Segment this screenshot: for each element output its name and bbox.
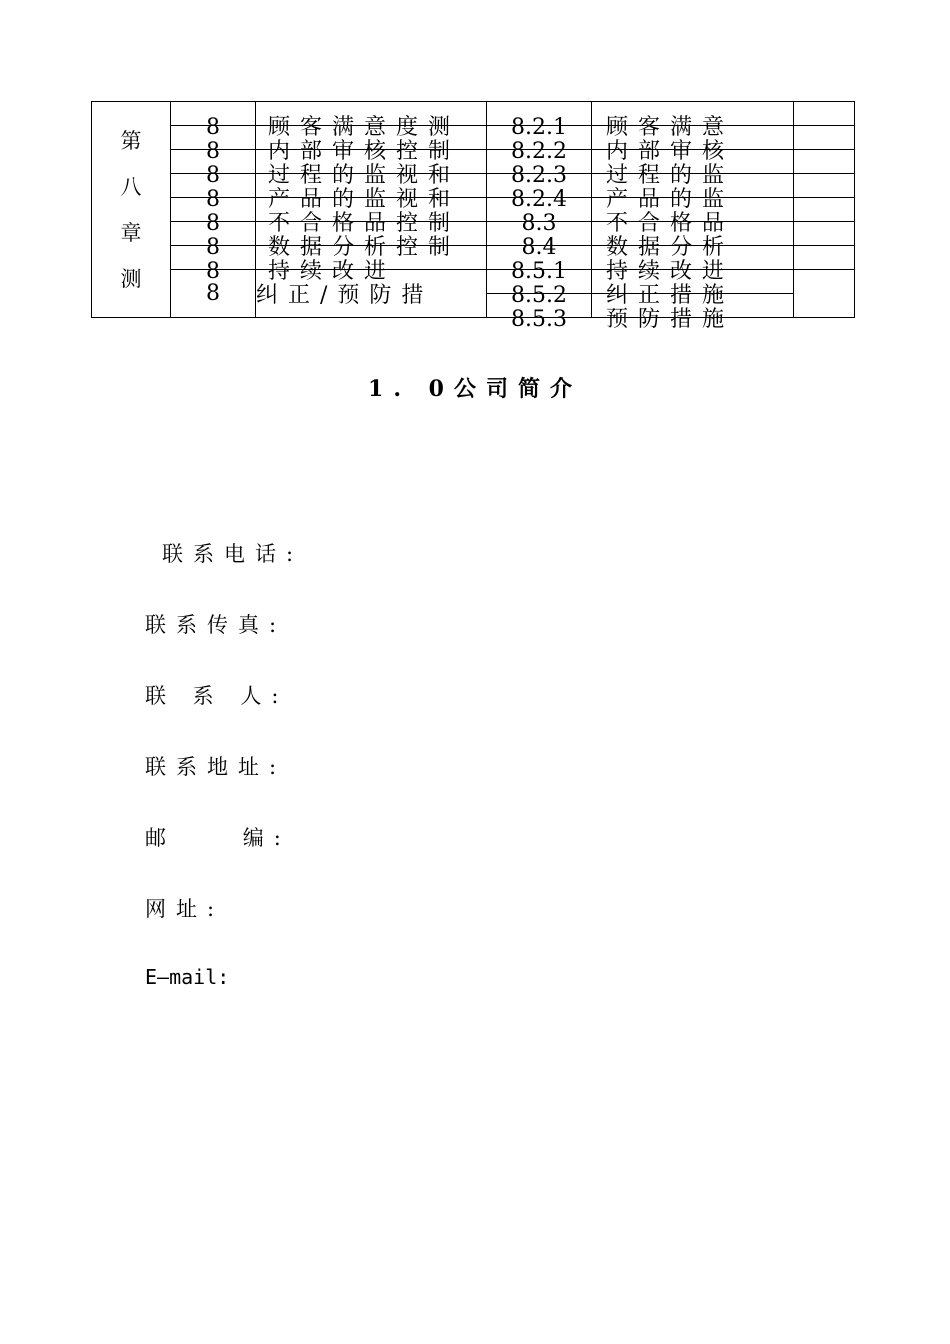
toc-page-cell (794, 150, 855, 174)
toc-row-num: 8 (206, 139, 220, 164)
toc-row-subtext: 内部审核 (606, 139, 735, 164)
toc-row-subtext: 数据分析 (606, 235, 735, 260)
toc-row-sub: 8.2.3 (511, 163, 567, 188)
toc-row-text: 不合格品控制 (268, 211, 461, 236)
toc-row-num: 8 (206, 235, 220, 260)
toc-row-subtext: 过程的监 (606, 163, 735, 188)
toc-row-num: 8 (206, 259, 220, 284)
toc-row-text: 内部审核控制 (268, 139, 461, 164)
toc-row-text: 顾客满意度测 (268, 115, 461, 140)
toc-table (91, 101, 855, 332)
website-label: 网址: (145, 897, 225, 921)
toc-row-num: 8 (206, 163, 220, 188)
toc-page-cell (794, 270, 855, 318)
toc-row-sub: 8.4 (521, 235, 557, 260)
toc-row-subtext: 纠正措施 (606, 283, 735, 308)
toc-row-text: 过程的监视和 (268, 163, 461, 188)
toc-row-subtext: 预防措施 (606, 307, 735, 332)
toc-page-cell (794, 102, 855, 126)
chapter-char: 章 (120, 220, 142, 245)
toc-page-cell (794, 126, 855, 150)
contact-fax-label: 联系传真: (145, 613, 287, 637)
toc-page-cell (794, 198, 855, 222)
toc-row-text: 数据分析控制 (268, 235, 461, 260)
toc-row-text: 产品的监视和 (268, 187, 461, 212)
chapter-cell (92, 102, 171, 318)
chapter-char: 第 (120, 128, 142, 153)
contact-phone-label: 联系电话: (162, 542, 304, 566)
toc-row-subtext: 不合格品 (606, 211, 735, 236)
chapter-char: 测 (120, 266, 142, 291)
toc-row-sub: 8.5.2 (511, 283, 567, 308)
toc-last-num: 8 (171, 270, 256, 318)
postcode-label: 邮 编: (145, 826, 291, 850)
toc-row-sub: 8.5.1 (511, 259, 567, 284)
section-title: 1. 0公司简介 (368, 376, 582, 402)
toc-page-cell (794, 246, 855, 270)
toc-row-num: 8 (206, 211, 220, 236)
email-label: E—mail: (145, 965, 230, 989)
toc-row-text: 持续改进 (268, 259, 397, 284)
contact-person-label: 联 系 人: (145, 684, 289, 708)
toc-last-text: 纠正/预防措 (256, 270, 487, 318)
toc-row-num: 8 (206, 115, 220, 140)
toc-page-cell (794, 174, 855, 198)
toc-row-sub: 8.2.2 (511, 139, 567, 164)
toc-row-sub: 8.2.1 (511, 115, 567, 140)
toc-page-cell (794, 222, 855, 246)
toc-row-num: 8 (206, 187, 220, 212)
toc-row-subtext: 顾客满意 (606, 115, 735, 140)
chapter-char: 八 (120, 174, 142, 199)
toc-row-sub: 8.3 (521, 211, 557, 236)
contact-address-label: 联系地址: (145, 755, 287, 779)
toc-row-subtext: 持续改进 (606, 259, 735, 284)
toc-row-sub: 8.2.4 (511, 187, 567, 212)
toc-row-sub: 8.5.3 (511, 307, 567, 332)
toc-row-subtext: 产品的监 (606, 187, 735, 212)
